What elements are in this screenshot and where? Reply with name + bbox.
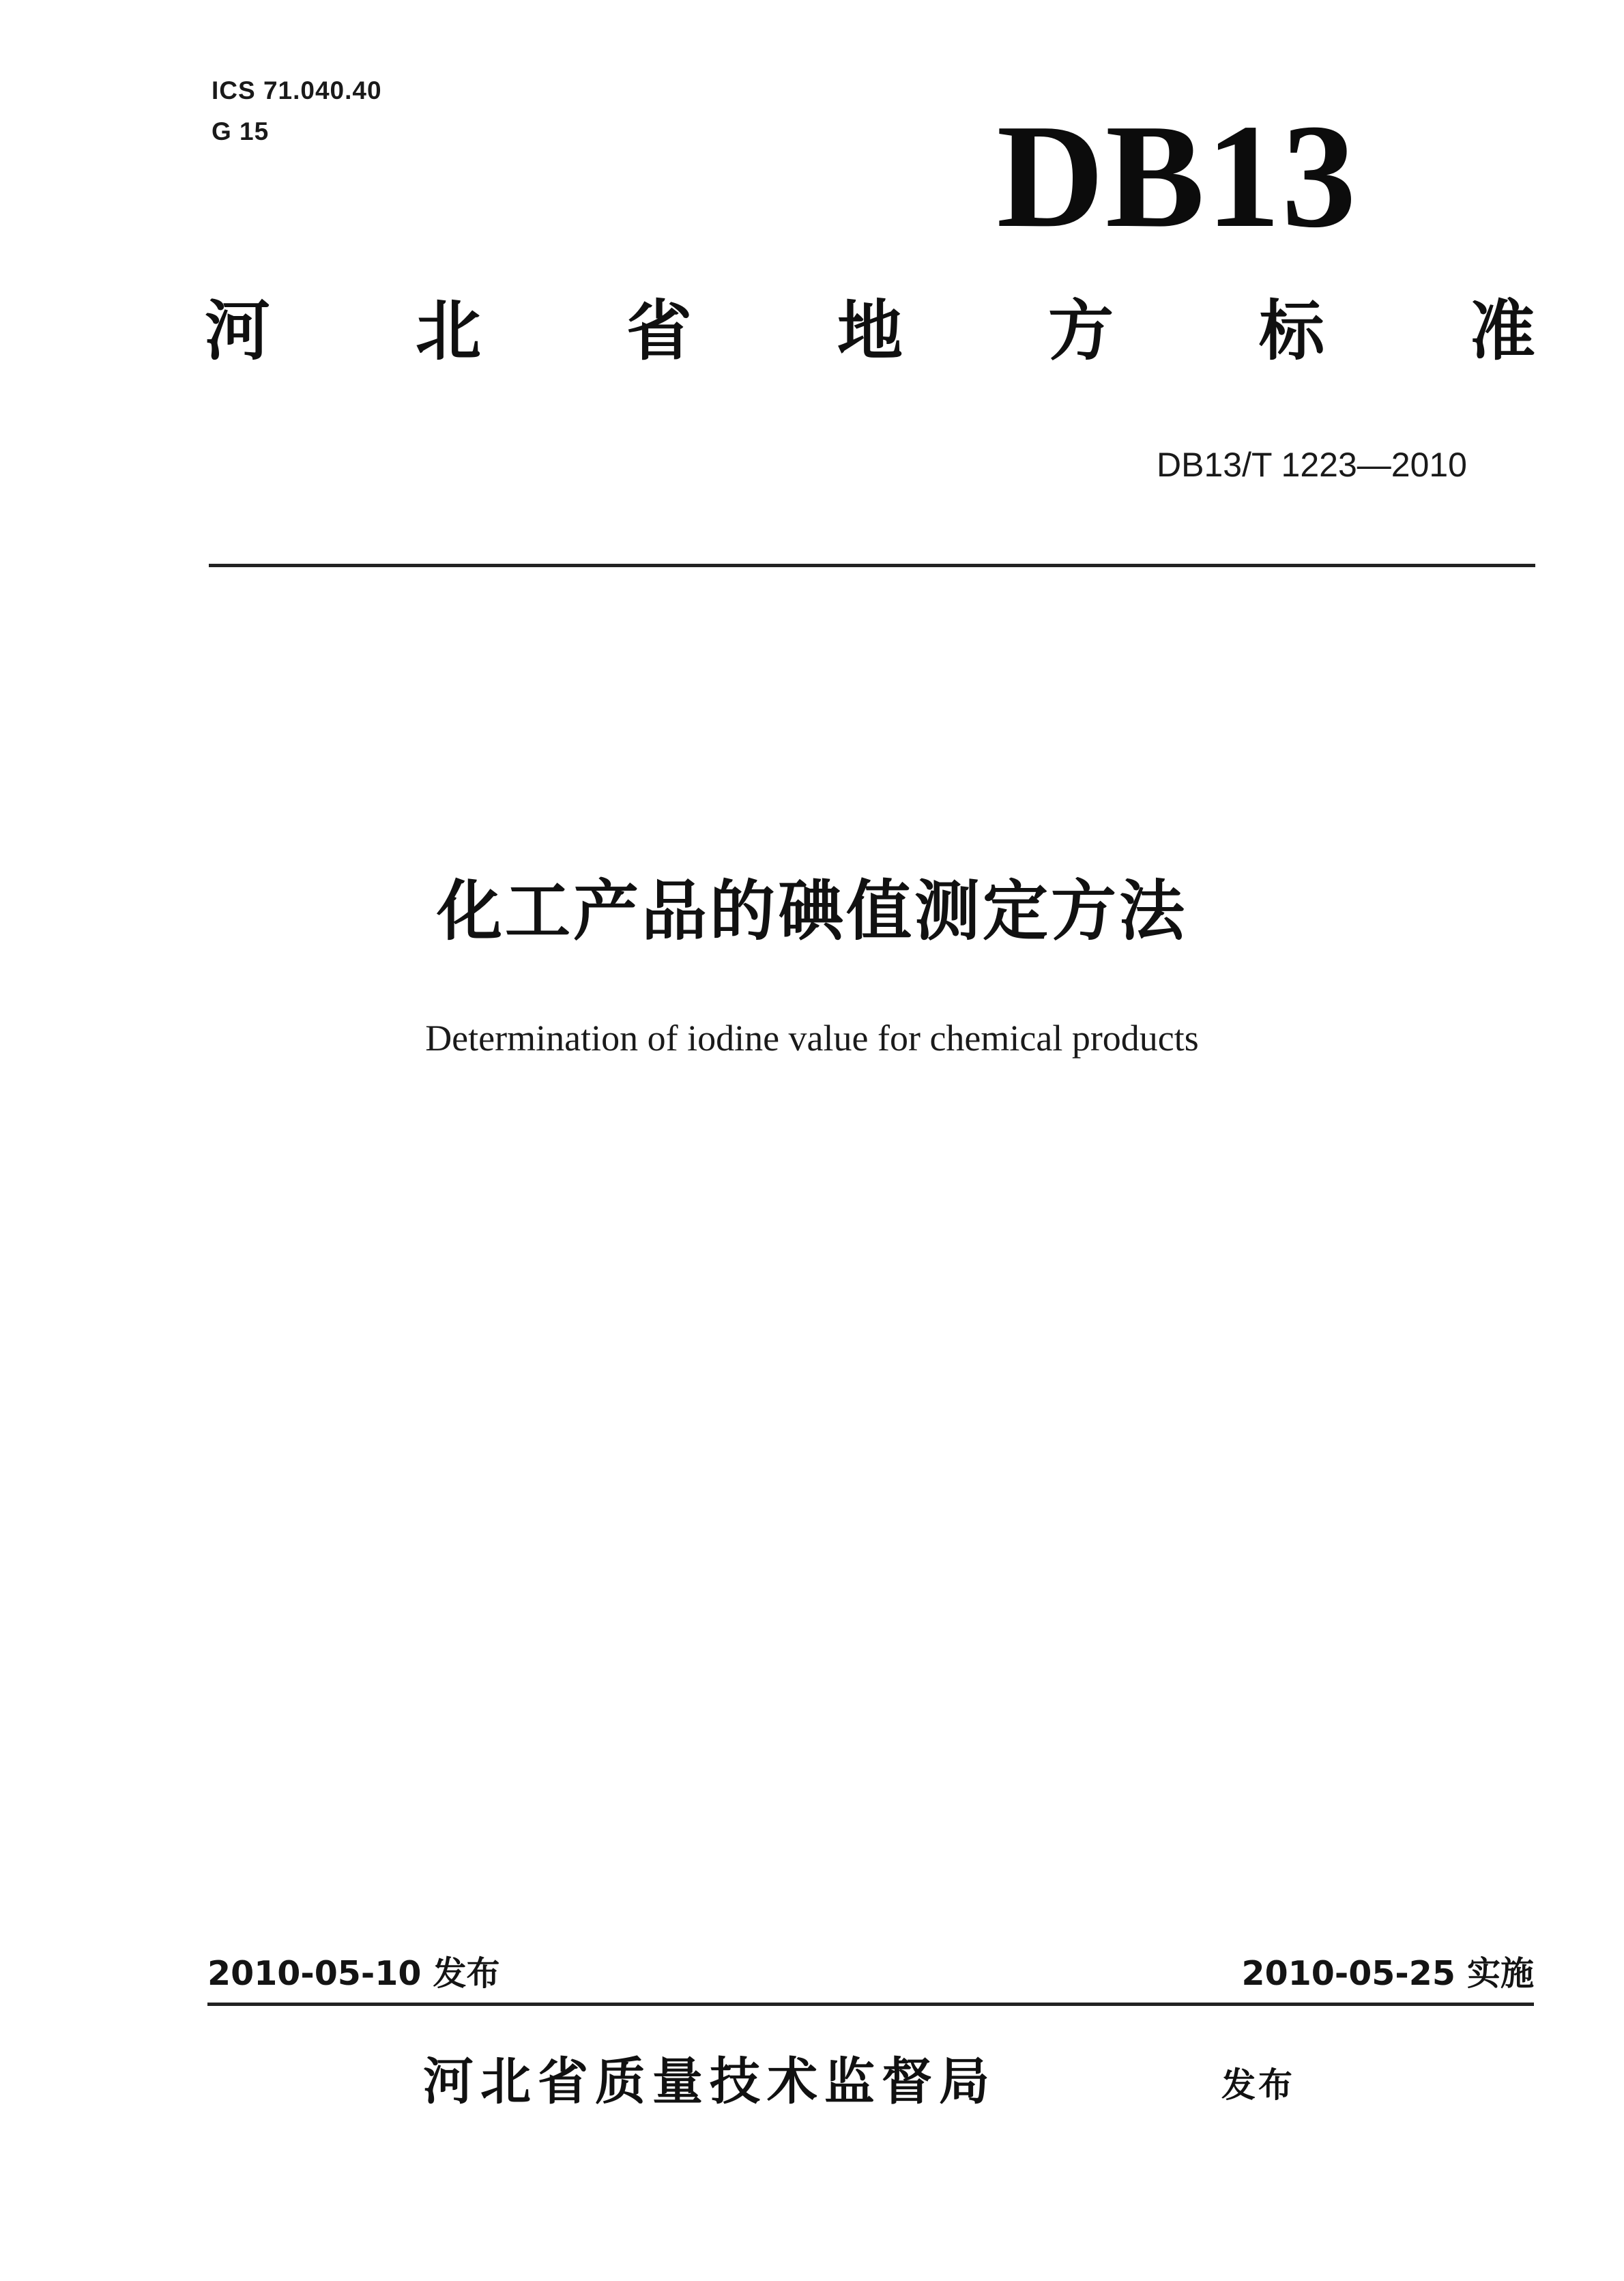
classification-code: G 15 [212,117,270,145]
standard-type-char: 准 [1470,293,1535,369]
implementation-date: 2010-05-25 实施 [1241,1954,1534,1993]
issue-date: 2010-05-10 发布 [207,1954,500,1993]
standard-type-heading [205,293,1535,369]
publish-label: 发布 [1221,2065,1295,2105]
top-divider [209,564,1535,567]
publisher-name: 河北省质量技术监督局 [423,2052,996,2111]
document-title-zh: 化工产品的碘值测定方法 [437,873,1187,949]
standard-type-char: 标 [1259,293,1324,369]
standard-type-char: 省 [626,293,692,369]
standard-type-char: 北 [416,293,481,369]
document-title-en: Determination of iodine value for chemical products [425,1018,1199,1059]
db13-logo: DB13 [996,94,1358,259]
bottom-divider [207,2003,1534,2006]
ics-code: ICS 71.040.40 [212,76,382,104]
standard-number: DB13/T 1223—2010 [1157,446,1467,484]
standard-type-char: 方 [1048,293,1114,369]
standard-type-char: 河 [205,293,270,369]
standard-type-char: 地 [837,293,903,369]
